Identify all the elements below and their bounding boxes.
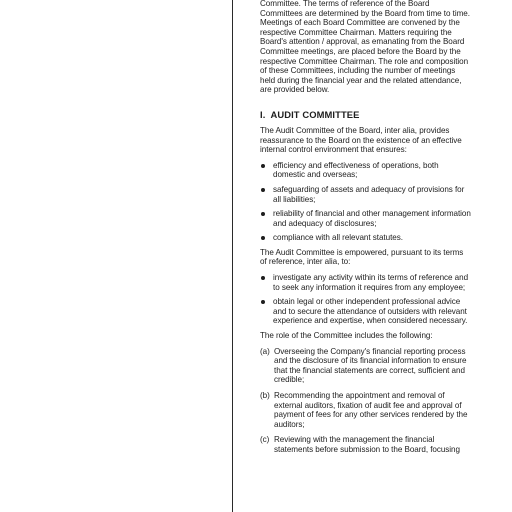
list-item-text: Overseeing the Company's financial reporting process and the disclosure of its financial information to ensure that the financial statements are correct, sufficient and credible; [274,346,467,385]
page-edge-rule [232,0,233,512]
ensures-bullet-list [260,161,472,243]
list-item-text: obtain legal or other independent professional advice and to secure the attendance of outsiders with relevant experience and expertise, when considered necessary. [273,297,468,326]
blank-left-margin [0,0,232,512]
audit-committee-intro: The Audit Committee of the Board, inter alia, provides reassurance to the Board on the existence of an effective internal control environment that ensures: [260,125,462,155]
list-item [260,435,472,454]
item-marker: (a) [260,346,270,356]
text-column [260,0,472,461]
list-item-text: Reviewing with the management the financial statements before submission to the Board, focusing [274,435,460,454]
bullet-icon [261,212,265,216]
item-marker: (b) [260,391,270,400]
bullet-icon [261,164,265,168]
empowered-bullet-list [260,273,472,326]
bullet-icon [261,188,265,192]
list-item [260,273,472,292]
section-title: AUDIT COMMITTEE [270,108,360,120]
list-item-text: Recommending the appointment and removal of external auditors, fixation of audit fee and approval of payment of fees for any other services rendered by the auditors; [274,391,468,429]
list-item-text: efficiency and effectiveness of operations, both domestic and overseas; [273,160,439,180]
list-item-text: reliability of financial and other management information and adequacy of disclosures; [273,209,471,228]
list-item [260,347,472,385]
role-intro: The role of the Committee includes the following: [260,331,433,341]
bullet-icon [261,236,265,240]
list-item [260,161,472,180]
role-list [260,347,472,455]
list-item [260,233,472,243]
list-item-text: investigate any activity within its terms of reference and to seek any information it requires from any employee; [273,273,469,292]
list-item [260,209,472,228]
section-heading [260,109,472,120]
list-item [260,297,472,326]
list-item-text: compliance with all relevant statutes. [273,233,403,243]
list-item [260,391,472,429]
intro-paragraph: Committee. The terms of reference of the Board Committees are determined by the Board from time to time. Meetings of each Board Committee are convened by the respective Committee Chairman. Matters requiring the Board's attention / approval, as emanating from the Board Committee meetings, are placed before the Board by the respective Committee Chairman. The role and composition of these Committees, including the number of meetings held during the financial year and the related attendance, are provided below. [260,0,470,95]
empowered-intro: The Audit Committee is empowered, pursuant to its terms of reference, inter alia, to: [260,247,464,267]
item-marker: (c) [260,435,270,445]
bullet-icon [261,276,265,280]
list-item-text: safeguarding of assets and adequacy of provisions for all liabilities; [273,184,465,204]
bullet-icon [261,300,265,304]
section-number: I. [260,108,266,120]
list-item [260,185,472,204]
